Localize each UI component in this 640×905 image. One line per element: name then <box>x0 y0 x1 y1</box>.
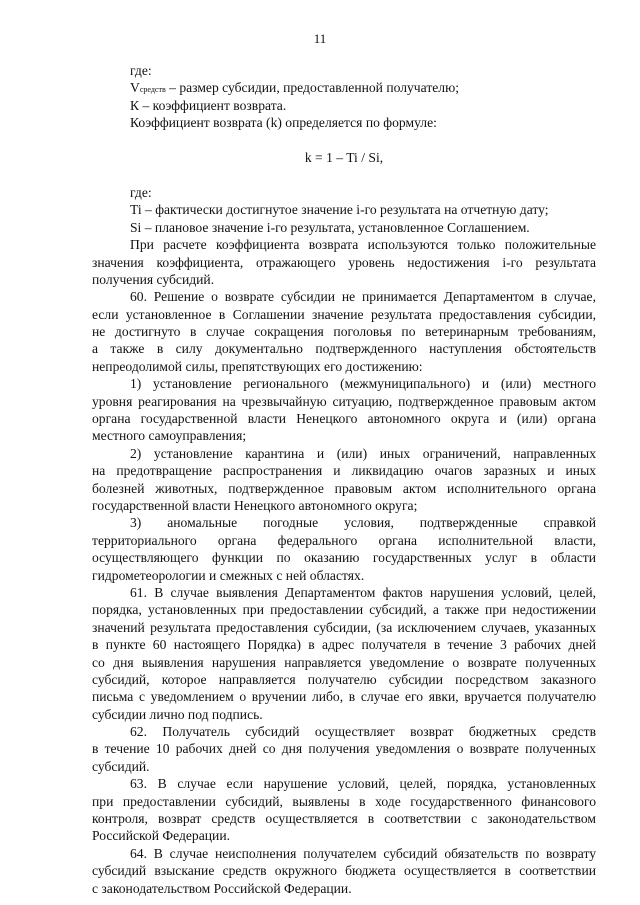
paragraph-line: значения коэффициента, отражающего уровень недостижения i-го результата <box>92 254 596 270</box>
paragraph-line: болезней животных, подтвержденное правовым актом исполнительного органа <box>92 480 596 496</box>
paragraph-line: 64. В случае неисполнения получателем субсидий обязательств по возврату <box>130 845 596 861</box>
paragraph-line: Российской Федерации. <box>92 828 230 844</box>
paragraph-line: субсидий, которое направляется получателю субсидии посредством заказного <box>92 671 596 687</box>
paragraph-line: в пункте 60 настоящего Порядка) в адрес получателя в течение 3 рабочих дней <box>92 637 596 653</box>
paragraph-line: 61. В случае выявления Департаментом фактов нарушения условий, целей, <box>130 584 596 600</box>
paragraph-line: если установленное в Соглашении значение результата предоставления субсидии, <box>92 306 596 322</box>
paragraph-line: непреодолимой силы, препятствующих его достижению: <box>92 358 423 374</box>
paragraph-line: с законодательством Российской Федерации. <box>92 880 352 896</box>
paragraph-line: со дня выявления нарушения направляется уведомление о возврате полученных <box>92 654 596 670</box>
text-line: К – коэффициент возврата. <box>130 97 287 113</box>
page-number: 11 <box>313 31 327 46</box>
text-line: где: <box>130 63 152 78</box>
paragraph-line: государственной власти Ненецкого автономного округа; <box>92 497 418 513</box>
paragraph-line: при предоставлении субсидий, выявлены в ходе государственного финансового <box>92 793 596 809</box>
formula: k = 1 – Ti / Si, <box>304 149 384 165</box>
paragraph-line: уровня реагирования на чрезвычайную ситуацию, подтвержденное правовым актом <box>92 393 596 409</box>
text-line: где: <box>130 184 152 200</box>
symbol-v: V <box>130 80 140 96</box>
text-line <box>92 79 596 96</box>
paragraph-line: 3) аномальные погодные условия, подтвержденные справкой <box>130 515 596 531</box>
paragraph-line: органа государственной власти Ненецкого автономного округа и (или) органа <box>92 411 596 427</box>
paragraph-line: 60. Решение о возврате субсидии не принимается Департаментом в случае, <box>130 289 596 305</box>
text-fragment: – размер субсидии, предоставленной получателю; <box>165 80 460 96</box>
paragraph-line: осуществляющего функции по оказанию государственных услуг в области <box>92 550 596 566</box>
paragraph-line: территориального органа федерального органа исполнительной власти, <box>92 532 596 548</box>
paragraph-line: получения субсидий. <box>92 271 215 287</box>
paragraph-line: а также в силу документально подтвержденного наступления обстоятельств <box>92 341 596 357</box>
paragraph-line: порядка, установленных при предоставлении субсидий, а также при недостижении <box>92 602 596 618</box>
body-text <box>92 62 596 897</box>
paragraph-line: контроля, возврат средств осуществляется в соответствии с законодательством <box>92 811 596 827</box>
paragraph-line: в течение 10 рабочих дней со дня получения уведомления о возврате полученных <box>92 741 596 757</box>
paragraph-line: При расчете коэффициента возврата используются только положительные <box>130 237 596 253</box>
paragraph-line: гидрометеорологии и смежных с ней областях. <box>92 567 365 583</box>
paragraph-line: 2) установление карантина и (или) иных ограничений, направленных <box>130 445 596 461</box>
paragraph-line: письма с уведомлением о вручении либо, в случае его явки, вручается получателю <box>92 689 596 705</box>
paragraph-line: 63. В случае если нарушение условий, целей, порядка, установленных <box>130 776 596 792</box>
paragraph-line: субсидий. <box>92 758 150 774</box>
paragraph-line: не достигнуто в случае сокращения поголовья по ветеринарным требованиям, <box>92 324 596 340</box>
paragraph-line: субсидии лично под подпись. <box>92 706 263 722</box>
paragraph-line: местного самоуправления; <box>92 428 247 444</box>
paragraph-line: 62. Получатель субсидий осуществляет возврат бюджетных средств <box>130 724 596 740</box>
paragraph-line: на предотвращение распространения и ликвидацию очагов заразных и иных <box>92 463 596 479</box>
subscript: средств <box>139 85 166 95</box>
paragraph-line: 1) установление регионального (межмуниципального) и (или) местного <box>130 376 596 392</box>
text-line: Ti – фактически достигнутое значение i-го результата на отчетную дату; <box>130 202 549 218</box>
paragraph-line: значений результата предоставления субсидии, (за исключением случаев, указанных <box>92 619 596 635</box>
paragraph-line: субсидий взыскание средств окружного бюджета осуществляется в соответствии <box>92 863 596 879</box>
text-line: Коэффициент возврата (k) определяется по формуле: <box>130 115 437 131</box>
text-line: Si – плановое значение i-го результата, установленное Соглашением. <box>130 219 530 235</box>
